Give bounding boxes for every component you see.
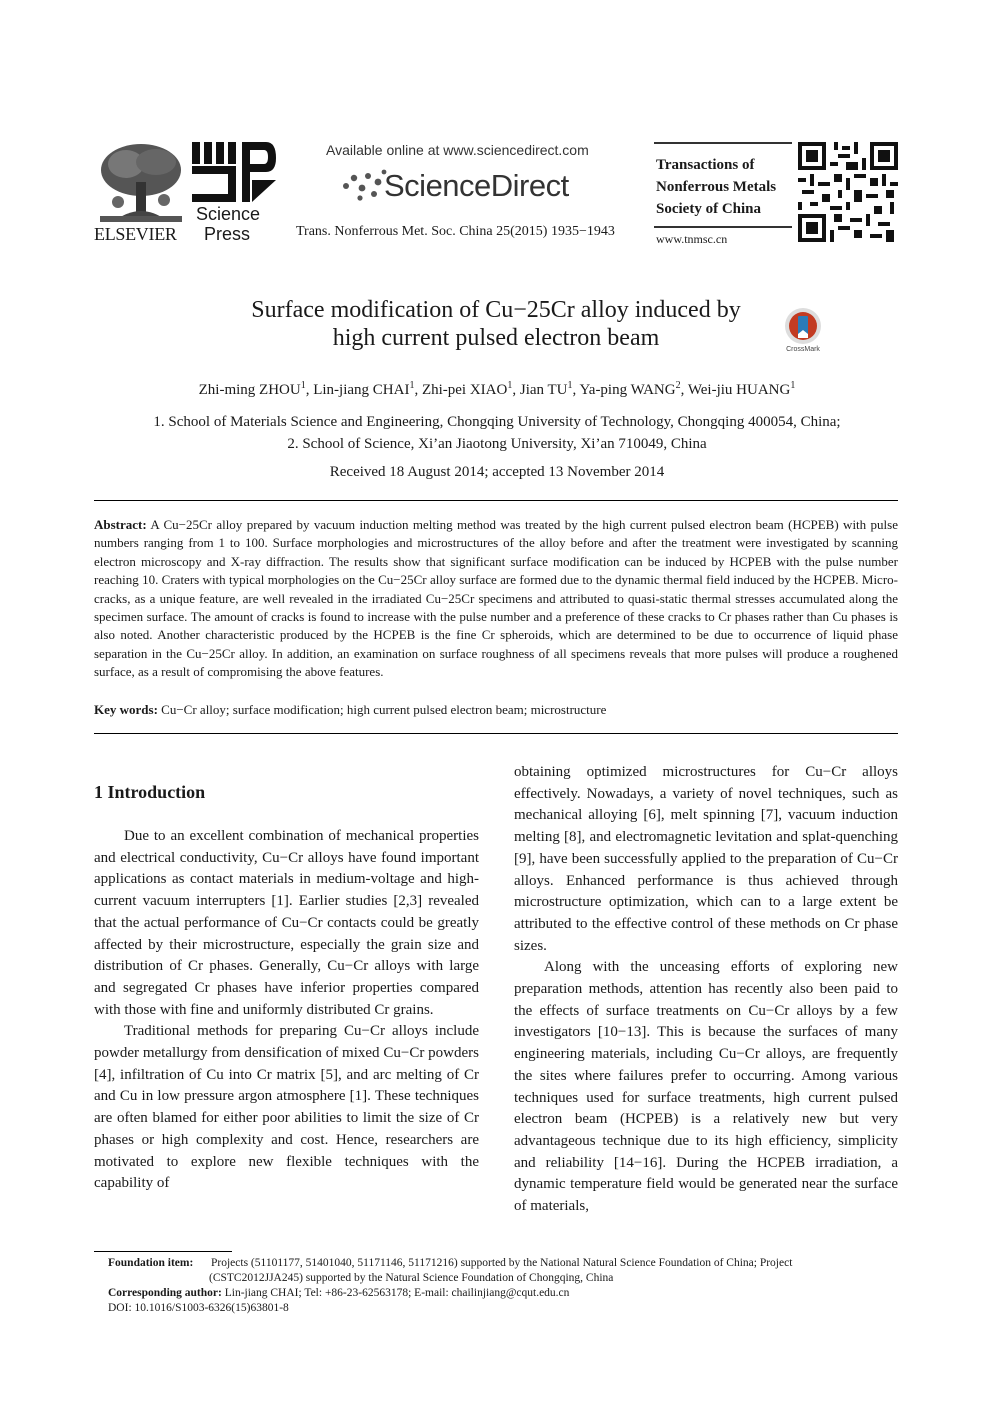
footnote-rule xyxy=(94,1251,232,1252)
journal-name: Transactions of Nonferrous Metals Society of China xyxy=(656,157,777,217)
author: Lin-jiang CHAI$^1$ xyxy=(313,380,415,398)
abstract xyxy=(94,516,898,682)
doi[interactable]: DOI: 10.1016/S1003-6326(15)63801-8 xyxy=(108,1302,289,1314)
crossmark-icon xyxy=(780,306,826,346)
available-online-text: Available online at www.sciencedirect.com xyxy=(326,142,589,158)
keywords xyxy=(94,701,898,719)
section-heading-introduction: 1 Introduction xyxy=(94,782,206,802)
affiliation-1: 1. School of Materials Science and Engineering, Chongqing University of Technology, Chongqing 400054, China; xyxy=(153,414,841,430)
journal-url[interactable]: www.tnmsc.cn xyxy=(656,232,728,246)
abstract-label: Abstract: xyxy=(94,517,147,532)
science-press-mark-icon xyxy=(192,140,276,204)
paragraph: Traditional methods for preparing Cu−Cr alloys include powder metallurgy from densification of mixed Cu−Cr powders [4], infiltration of Cu into Cr matrix [5], and arc melting of Cr and Cu in low pressure argon atmosphere [1]. These techniques are often blamed for either poor abilities to limit the size of Cr phases or high complexity and cost. Hence, researchers are motivated to explore new flexible techniques with the capability of xyxy=(94,1023,479,1192)
corresponding-label: Corresponding author: xyxy=(108,1287,222,1299)
journal-citation: Trans. Nonferrous Met. Soc. China 25(2015) 1935−1943 xyxy=(296,224,615,239)
received-dates: Received 18 August 2014; accepted 13 November 2014 xyxy=(329,464,665,480)
crossmark-label: CrossMark xyxy=(786,346,820,353)
author: Ya-ping WANG$^2$ xyxy=(579,380,681,398)
keywords-label: Key words: xyxy=(94,702,158,717)
foundation-text-continued: (CSTC2012JJA245) supported by the Natural Science Foundation of Chongqing, China xyxy=(209,1272,614,1284)
crossmark-badge[interactable] xyxy=(780,306,826,356)
author: Zhi-ming ZHOU$^1$ xyxy=(198,380,306,398)
science-press-logo xyxy=(192,140,282,248)
corresponding-footnote xyxy=(108,1286,898,1301)
paragraph: obtaining optimized microstructures for Cu−Cr alloys effectively. Nowadays, a variety of novel techniques, such as mechanical alloying [6], melt spinning [7], vacuum induction melting [8], and electromagnetic levitation and splat-quenching [9], have been successfully applied to the preparation of Cu−Cr alloys. Enhanced performance is thus achieved through microstructure optimization, which can to a large extent be attributed to the effective control of these methods on Cr phase sizes. xyxy=(514,764,898,954)
abstract-bottom-rule xyxy=(94,733,898,734)
elsevier-wordmark: ELSEVIER xyxy=(94,224,177,244)
author: Wei-jiu HUANG$^1$ xyxy=(687,380,796,398)
abstract-top-rule xyxy=(94,500,898,501)
qr-code-icon xyxy=(798,142,898,242)
journal-bottom-rule xyxy=(654,226,792,228)
paragraph: Due to an excellent combination of mechanical properties and electrical conductivity, Cu−Cr alloys have found important applications as contact materials in medium-voltage and high-current vacuum interrupters [1]. Earlier studies [2,3] revealed that the actual performance of Cu−Cr contacts could be greatly affected by their microstructure, especially the grain size and distribution of Cr phases. Generally, Cu−Cr alloys with large and segregated Cr phases have inferior properties compared with those with fine and uniformly distributed Cr grains. xyxy=(94,828,479,1018)
journal-name-box xyxy=(654,142,794,246)
paragraph: Along with the unceasing efforts of exploring new preparation methods, attention has recently also been paid to the effects of surface treatments on Cu−Cr alloys by a few investigators [10−13]. This is because the surfaces of many engineering materials, including Cu−Cr alloys, are frequently the sites where failures prefer to occurring. Among various techniques used for surface treatments, high current pulsed electron beam (HCPEB) is a relatively new but very advantageous technique due to its high efficiency, simplicity and reliability [14−16]. During the HCPEB irradiation, a dynamic temperature field would be generated near the surface of materials, xyxy=(514,959,898,1215)
author: Jian $TU^1$ xyxy=(519,380,573,398)
corresponding-text: Lin-jiang CHAI; Tel: +86-23-62563178; E-mail: chailinjiang@cqut.edu.cn xyxy=(224,1287,570,1299)
science-press-line2: Press xyxy=(204,224,251,244)
sciencedirect-wordmark: ScienceDirect xyxy=(384,168,569,203)
foundation-label: Foundation item: xyxy=(108,1257,194,1269)
author-list: Zhi-ming ZHOU$^1$, Lin-jiang CHAI$^1$, Zhi-pei XIAO$^1$, Jian $TU^1$, Ya-ping WANG$^2$, Wei-jiu HUANG$^1$ xyxy=(198,380,796,398)
abstract-text: A Cu−25Cr alloy prepared by vacuum induction melting method was treated by the high current pulsed electron beam (HCPEB) with pulse numbers ranging from 1 to 100. Surface morphologies and microstructures of the alloy before and after the treatment were investigated by scanning electron microscopy and X-ray diffraction. The results show that significant surface modification can be induced by HCPEB with the pulse number reaching 10. Craters with typical morphologies on the Cu−25Cr alloy surface are formed due to the dynamic thermal field induced by the HCPEB. Micro-cracks, as a unique feature, are well revealed in the irradiated Cu−25Cr specimens and attributed to quasi-static thermal stresses accumulated along the specimen surface. The amount of cracks is found to increase with the pulse number and a preference of these cracks to Cr phases rather than Cu phases is also noted. Another characteristic produced by the HCPEB is the fine Cr spheroids, which are determined to be due to occurrence of liquid phase separation in the Cu−25Cr alloy. In addition, an examination on surface roughness of all specimens reveals that more pulses will produce a roughened surface, as a result of compromising the above features. xyxy=(94,517,898,680)
journal-header xyxy=(94,140,900,250)
right-column xyxy=(514,762,898,1218)
sciencedirect-logo xyxy=(326,142,626,212)
science-press-line1: Science xyxy=(196,204,261,224)
elsevier-logo xyxy=(94,140,189,245)
journal-top-rule xyxy=(654,142,792,144)
foundation-text: Projects (51101177, 51401040, 51171146, 51171216) supported by the National Natural Science Foundation of China; Project xyxy=(211,1257,793,1269)
article-title: Surface modification of Cu−25Cr alloy induced by high current pulsed electron beam xyxy=(251,297,741,351)
affiliations xyxy=(94,411,900,455)
affiliation-2: 2. School of Science, Xi’an Jiaotong University, Xi’an 710049, China xyxy=(287,436,707,452)
left-column xyxy=(94,826,479,1195)
elsevier-tree-icon xyxy=(96,142,186,224)
foundation-footnote xyxy=(108,1256,898,1286)
keywords-text: Cu−Cr alloy; surface modification; high current pulsed electron beam; microstructure xyxy=(161,702,607,717)
author: Zhi-pei XIAO$^1$ xyxy=(421,380,513,398)
